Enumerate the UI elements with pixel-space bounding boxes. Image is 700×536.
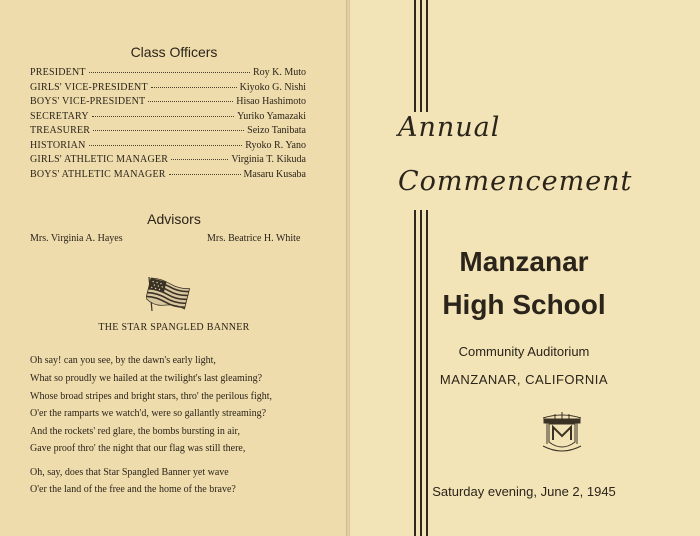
advisor-name: Mrs. Virginia A. Hayes	[30, 233, 123, 244]
school-name-line2: High School	[442, 289, 606, 320]
officer-role: PRESIDENT	[30, 67, 86, 78]
officer-row	[30, 96, 306, 110]
cover-annual: Annual	[398, 112, 501, 143]
advisor-name: Mrs. Beatrice H. White	[207, 233, 301, 244]
officer-role: BOYS' VICE-PRESIDENT	[30, 96, 146, 107]
officer-role: GIRLS' ATHLETIC MANAGER	[30, 154, 169, 165]
venue: Community Auditorium	[458, 344, 590, 359]
officer-role: BOYS' ATHLETIC MANAGER	[30, 169, 166, 180]
officer-name: Seizo Tanibata	[247, 125, 306, 136]
officer-row	[30, 125, 306, 139]
officer-row	[30, 111, 306, 125]
anthem-line: Gave proof thro' the night that our flag was still there,	[30, 443, 246, 454]
dot-leader	[171, 159, 228, 160]
officer-name: Yuriko Yamazaki	[237, 111, 306, 122]
officer-row	[30, 154, 306, 168]
dot-leader	[151, 87, 237, 88]
cover-commencement: Commencement	[398, 166, 633, 197]
dot-leader	[92, 116, 234, 117]
officer-name: Hisao Hashimoto	[236, 96, 306, 107]
dot-leader	[169, 174, 241, 175]
anthem-line: Oh say! can you see, by the dawn's early light,	[30, 355, 216, 366]
manzanar-crest-emblem	[539, 410, 585, 463]
officer-name: Ryoko R. Yano	[245, 140, 306, 151]
decorative-rule	[426, 0, 428, 112]
officer-name: Roy K. Muto	[252, 67, 306, 78]
anthem-line: O'er the land of the free and the home of the brave?	[30, 484, 236, 495]
officer-role: GIRLS' VICE-PRESIDENT	[30, 82, 148, 93]
dot-leader	[89, 145, 243, 146]
school-name-line1: Manzanar	[459, 246, 589, 277]
class-officers-heading: Class Officers	[130, 44, 218, 60]
anthem-line: Whose broad stripes and bright stars, thro' the perilous fight,	[30, 391, 273, 402]
officer-role: HISTORIAN	[30, 140, 86, 151]
dot-leader	[89, 72, 250, 73]
location: MANZANAR, CALIFORNIA	[439, 372, 609, 387]
officer-row	[30, 82, 306, 96]
officer-name: Virginia T. Kikuda	[231, 154, 306, 165]
officer-role: SECRETARY	[30, 111, 89, 122]
decorative-rule	[414, 0, 416, 112]
anthem-line: And the rockets' red glare, the bombs bursting in air,	[30, 426, 240, 437]
officer-row	[30, 67, 306, 81]
advisors-heading: Advisors	[147, 211, 201, 227]
anthem-title: THE STAR SPANGLED BANNER	[98, 322, 250, 333]
anthem-line: O'er the ramparts we watch'd, were so gallantly streaming?	[30, 408, 267, 419]
anthem-line: What so proudly we hailed at the twilight's last gleaming?	[30, 373, 263, 384]
dot-leader	[148, 101, 233, 102]
dot-leader	[93, 130, 244, 131]
officer-name: Kiyoko G. Nishi	[239, 82, 306, 93]
american-flag-icon	[146, 274, 192, 317]
decorative-rule	[420, 0, 422, 112]
anthem-line: Oh, say, does that Star Spangled Banner yet wave	[30, 467, 229, 478]
officer-row	[30, 140, 306, 154]
officer-role: TREASURER	[30, 125, 91, 136]
event-date: Saturday evening, June 2, 1945	[432, 484, 616, 499]
officer-name: Masaru Kusaba	[243, 169, 306, 180]
officer-row	[30, 169, 306, 183]
